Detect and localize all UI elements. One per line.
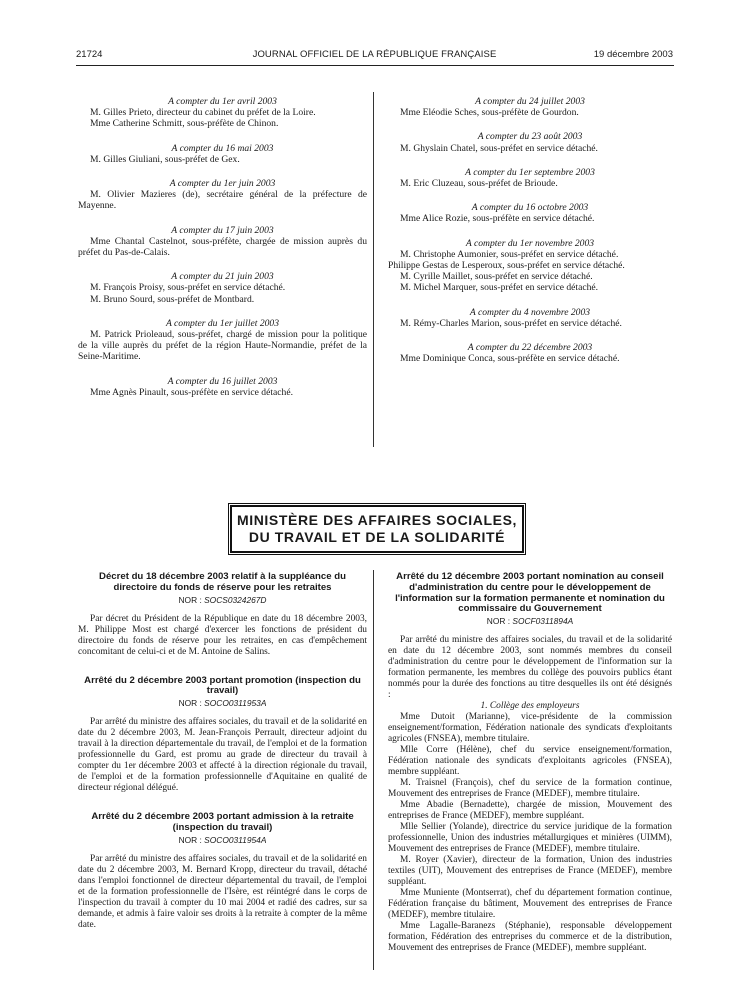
nor-reference <box>78 698 367 709</box>
appointment-line: M. Michel Marquer, sous-préfet en service détaché. <box>400 282 599 294</box>
article-paragraph: Par décret du Président de la République en date du 18 décembre 2003, M. Philippe Most est chargé d'exercer les fonctions de président du directoire du fonds de réserve pour les retraites, en cas d'empêchement concomitant de celui-ci et de M. Antoine de Salins. <box>78 613 367 657</box>
article-title: Arrêté du 12 décembre 2003 portant nomination au conseil d'administration du centre pour le développement de l'information sur la formation permanente et nomination du commissaire du Gouvernement <box>395 571 665 615</box>
appointment-line: Mme Alice Rozie, sous-préfète en service détaché. <box>400 213 595 225</box>
top-left-column <box>78 96 367 411</box>
appointment-section <box>78 271 367 305</box>
effective-date: A compter du 1er avril 2003 <box>168 96 277 107</box>
appointment-line: M. Rémy-Charles Marion, sous-préfet en service détaché. <box>400 317 622 329</box>
effective-date: A compter du 21 juin 2003 <box>171 271 274 283</box>
appointment-section <box>388 342 672 364</box>
issue-date: 19 décembre 2003 <box>593 49 673 60</box>
effective-date: A compter du 1er septembre 2003 <box>465 166 595 178</box>
appointment-line: M. Patrick Prioleaud, sous-préfet, chargé de mission pour la politique de la ville auprès du préfet de la région Haute-Normandie, préfet de la Seine-Maritime. <box>78 329 367 363</box>
appointment-line: Philippe Gestas de Lesperoux, sous-préfet en service détaché. <box>388 260 625 272</box>
journal-title: JOURNAL OFFICIEL DE LA RÉPUBLIQUE FRANÇAISE <box>252 49 497 60</box>
top-right-column <box>388 96 672 377</box>
appointment-line: M. Cyrille Maillet, sous-préfet en service détaché. <box>400 271 593 283</box>
ministry-heading-box <box>230 505 524 553</box>
appointment-section <box>78 143 367 165</box>
effective-date: A compter du 16 mai 2003 <box>171 142 274 154</box>
page-header <box>76 49 673 63</box>
appointment-section <box>388 131 672 153</box>
appointment-line: M. Gilles Prieto, directeur du cabinet du préfet de la Loire. <box>90 107 316 119</box>
decree-article <box>78 572 367 658</box>
article-paragraph: Par arrêté du ministre des affaires sociales, du travail et de la solidarité en date du 2 décembre 2003, M. Bernard Kropp, directeur du travail, détaché dans l'emploi fonctionnel de directeur départemental du travail, de l'emploi et de la formation professionnelle de l'Isère, est réintégré dans le corps de l'inspection du travail à compter du 10 mai 2004 et radié des cadres, sur sa demande, et admis à faire valoir ses droits à la retraite à compter de la même date. <box>78 853 367 930</box>
nor-label: NOR : <box>178 834 202 845</box>
page-number: 21724 <box>76 49 103 60</box>
appointment-section <box>78 96 367 130</box>
appointment-section <box>78 178 367 212</box>
college-subheading: 1. Collège des employeurs <box>480 701 580 712</box>
appointment-line: M. Olivier Mazieres (de), secrétaire général de la préfecture de Mayenne. <box>78 189 367 212</box>
appointment-line: M. Ghyslain Chatel, sous-préfet en service détaché. <box>400 142 598 154</box>
effective-date: A compter du 1er juin 2003 <box>169 178 276 190</box>
appointment-section <box>78 318 367 363</box>
member-entry: M. Traisnel (François), chef du service de la formation continue, Mouvement des entreprises de France (MEDEF), membre titulaire. <box>388 778 672 800</box>
article-title: Arrêté du 2 décembre 2003 portant admission à la retraite (inspection du travail) <box>91 811 354 833</box>
article-title: Arrêté du 2 décembre 2003 portant promotion (inspection du travail) <box>84 674 361 697</box>
appointment-line: Mme Dominique Conca, sous-préfète en service détaché. <box>400 353 620 365</box>
header-rule <box>76 65 674 66</box>
nor-label: NOR : <box>486 616 511 627</box>
member-entry: M. Royer (Xavier), directeur de la formation, Union des industries textiles (UIT), Mouvement des entreprises de France (MEDEF), membre suppléant. <box>388 855 672 888</box>
appointment-section <box>388 238 672 294</box>
effective-date: A compter du 1er juillet 2003 <box>165 317 280 329</box>
nor-label: NOR : <box>178 698 202 709</box>
nor-code: SOCO0311954A <box>204 834 267 845</box>
member-entry: Mme Abadie (Bernadette), chargée de mission, Mouvement des entreprises de France (MEDEF), membre suppléant. <box>388 800 672 822</box>
nor-reference <box>78 595 367 606</box>
appointment-section <box>78 376 367 398</box>
appointment-section <box>78 225 367 259</box>
member-entry: Mme Lagalle-Baranezs (Stéphanie), responsable développement formation, Fédération des entreprises du commerce et de la distribution, Mouvement des entreprises de France (MEDEF), membre suppléant. <box>388 921 672 954</box>
nor-code: SOCS0324267D <box>204 594 267 605</box>
member-entry: Mme Muniente (Montserrat), chef du département formation continue, Fédération française du bâtiment, Mouvement des entreprises de France (MEDEF), membre titulaire. <box>388 888 672 921</box>
article-title: Décret du 18 décembre 2003 relatif à la suppléance du directoire du fonds de réserve pour les retraites <box>99 571 346 593</box>
appointment-line: M. Eric Cluzeau, sous-préfet de Brioude. <box>400 178 558 190</box>
appointment-line: M. Bruno Sourd, sous-préfet de Montbard. <box>90 293 255 305</box>
nor-reference <box>78 835 367 846</box>
member-entry: Mlle Corre (Hélène), chef du service enseignement/formation, Fédération nationale des syndicats d'exploitants agricoles (FNSEA), membre suppléant. <box>388 745 672 778</box>
nor-code: SOCF0311894A <box>512 616 574 627</box>
decree-article <box>78 676 367 795</box>
nor-reference <box>388 616 672 627</box>
bottom-left-column <box>78 572 367 931</box>
appointment-section <box>388 202 672 224</box>
appointment-line: M. François Proisy, sous-préfet en service détaché. <box>90 282 286 294</box>
effective-date: A compter du 24 juillet 2003 <box>475 96 585 107</box>
appointment-line: Mme Agnès Pinault, sous-préfète en service détaché. <box>90 386 294 398</box>
appointment-line: Mme Chantal Castelnot, sous-préfète, chargée de mission auprès du préfet du Pas-de-Calais. <box>78 235 367 259</box>
nor-code: SOCO0311953A <box>204 698 267 709</box>
decree-article <box>78 812 367 931</box>
nor-label: NOR : <box>178 594 202 605</box>
effective-date: A compter du 22 décembre 2003 <box>467 342 593 354</box>
effective-date: A compter du 1er novembre 2003 <box>465 237 595 249</box>
appointment-section <box>388 96 672 118</box>
effective-date: A compter du 16 juillet 2003 <box>167 375 278 387</box>
bottom-right-column <box>388 572 672 954</box>
article-paragraph: Par arrêté du ministre des affaires sociales, du travail et de la solidarité en date du 2 décembre 2003, M. Jean-François Perrault, directeur adjoint du travail à la direction départementale du travail, de l'emploi et de la formation professionnelle du Gard, est promu au grade de directeur du travail à compter du 1er décembre 2003 et affecté à la direction régionale du travail, de l'emploi et de la formation professionnelle d'Aquitaine en qualité de directeur régional délégué. <box>78 717 367 794</box>
ministry-line-2: DU TRAVAIL ET DE LA SOLIDARITÉ <box>248 529 506 545</box>
effective-date: A compter du 4 novembre 2003 <box>469 306 591 318</box>
appointment-section <box>388 307 672 329</box>
member-entry: Mlle Sellier (Yolande), directrice du service juridique de la formation professionnelle, Union des industries métallurgiques et minières (UIMM), Mouvement des entreprises de France (MEDEF), membre titulaire. <box>388 822 672 855</box>
appointment-line: M. Christophe Aumonier, sous-préfet en service détaché. <box>400 248 619 260</box>
article-intro: Par arrêté du ministre des affaires sociales, du travail et de la solidarité en date du 12 décembre 2003, sont nommés membres du conseil d'administration du centre pour le développement de l'information sur la formation permanente, les membres du collège des pouvoirs publics étant nommés pour la durée des fonctions au titre desquelles ils ont été désignés : <box>388 635 672 701</box>
appointment-line: M. Gilles Giuliani, sous-préfet de Gex. <box>90 153 240 165</box>
effective-date: A compter du 16 octobre 2003 <box>471 202 589 214</box>
effective-date: A compter du 17 juin 2003 <box>171 224 274 236</box>
column-divider-top <box>373 92 374 447</box>
appointment-line: Mme Catherine Schmitt, sous-préfète de Chinon. <box>90 118 279 130</box>
member-entry: Mme Dutoit (Marianne), vice-présidente de la commission enseignement/formation, Fédération nationale des syndicats d'exploitants agricoles (FNSEA), membre titulaire. <box>388 712 672 745</box>
column-divider-bottom <box>373 570 374 970</box>
appointment-line: Mme Eléodie Sches, sous-préfète de Gourdon. <box>400 107 579 119</box>
ministry-line-1: MINISTÈRE DES AFFAIRES SOCIALES, <box>236 512 518 528</box>
effective-date: A compter du 23 août 2003 <box>477 131 583 143</box>
appointment-section <box>388 167 672 189</box>
